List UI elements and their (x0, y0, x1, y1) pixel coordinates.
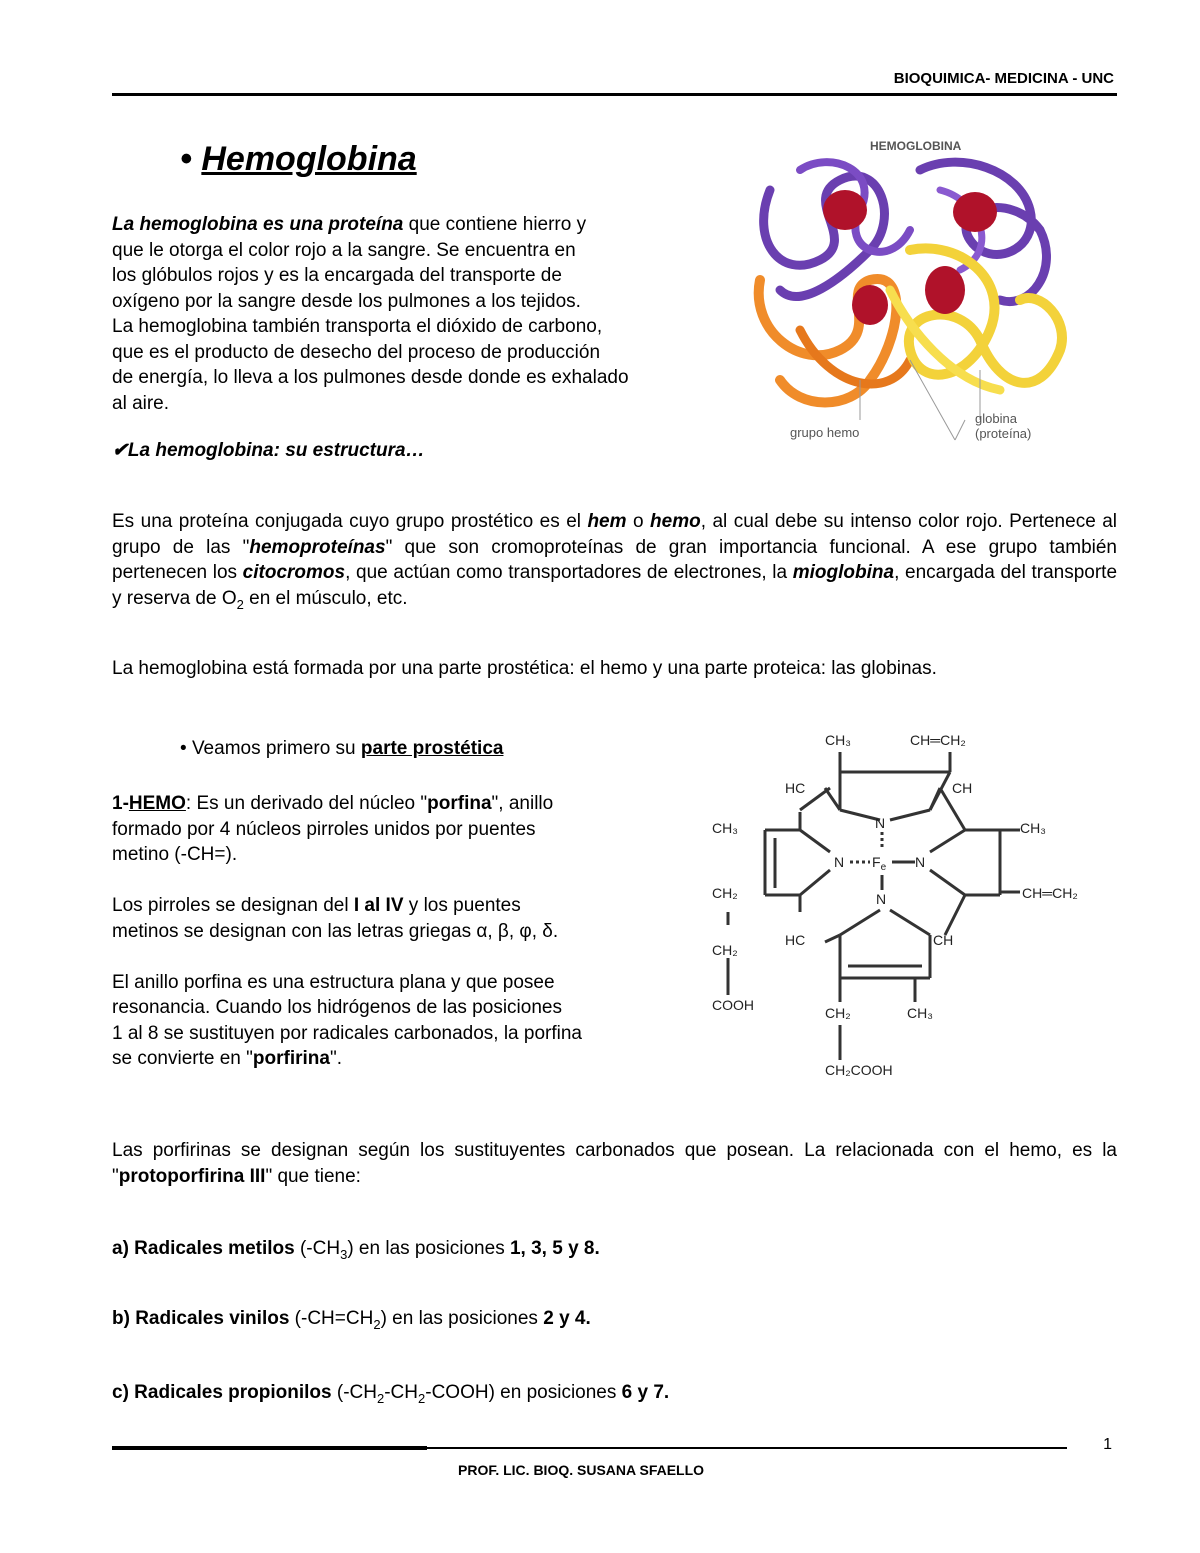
para2-hemo: hemo (650, 511, 701, 532)
pirroles-range: I al IV (353, 895, 404, 916)
para2-hem: hem (587, 511, 627, 532)
intro-line-2: que le otorga el color rojo a la sangre. Se encuentra en (112, 239, 576, 261)
pirroles-text-c: y los puentes (403, 895, 521, 916)
intro-line-5: La hemoglobina también transporta el dióxido de carbono, (112, 316, 603, 337)
list-c-s1: 2 (377, 1390, 385, 1406)
structure-bonds (728, 752, 1020, 1060)
hemo-line-2: formado por 4 núcleos pirroles unidos por puentes (112, 818, 536, 840)
intro-line-4: oxígeno por la sangre desde los pulmones a los tejidos. (112, 290, 581, 312)
pirroles-line-2: metinos se designan con las letras griegas α, β, φ, δ. (112, 920, 559, 942)
check-icon: ✔ (112, 440, 128, 461)
list-c-f1: (-CH (331, 1382, 377, 1403)
hemoprotein-paragraph (112, 509, 1117, 617)
hemo-line-3: metino (-CH=). (112, 844, 238, 865)
hemo-section (112, 791, 672, 1072)
list-a-sub: 3 (340, 1246, 348, 1262)
title-text: Hemoglobina (201, 140, 417, 178)
veamos-text: Veamos primero su (191, 738, 361, 759)
figure-caption-top: HEMOGLOBINA (870, 139, 962, 153)
list-c-positions: 6 y 7. (621, 1382, 670, 1403)
label-ch2-left-1: CH₂ (712, 885, 738, 901)
para2-text-f: en el músculo, etc. (243, 587, 408, 609)
label-cooh-left: COOH (712, 997, 754, 1013)
list-c-f2: -CH (384, 1382, 419, 1403)
para2-text-b: , al cual debe su intenso color rojo. Pertenece al grupo de las " (112, 511, 1118, 558)
label-ch3-left: CH₃ (712, 820, 738, 836)
porfina-line-1: El anillo porfina es una estructura plana y que posee (112, 971, 555, 993)
para2-o: o (626, 511, 651, 532)
label-n-top: N (875, 815, 886, 831)
label-proteina: (proteína) (975, 426, 1032, 441)
list-c-s2: 2 (418, 1390, 426, 1406)
label-ch3-bottom: CH₃ (907, 1005, 933, 1021)
intro-paragraph (112, 212, 712, 416)
list-b-text: ) en las posiciones (380, 1308, 544, 1329)
header-rule (112, 93, 1117, 96)
structure-subtitle (112, 438, 425, 464)
list-b-sub: 2 (373, 1316, 381, 1332)
hemo-porfina: porfina (427, 793, 492, 814)
label-vinyl-right: CH═CH₂ (1022, 885, 1078, 901)
list-a-positions: 1, 3, 5 y 8. (509, 1238, 600, 1259)
hemoglobin-figure (740, 130, 1080, 450)
label-ch2cooh-bottom: CH₂COOH (825, 1062, 893, 1078)
label-globina: globina (975, 411, 1017, 426)
label-grupo-hemo: grupo hemo (790, 425, 860, 440)
label-vinyl-top: CH═CH₂ (910, 732, 966, 748)
porfina-line-3: 1 al 8 se sustituyen por radicales carbonados, la porfina (112, 1022, 582, 1044)
list-a-formula: (-CH (294, 1238, 341, 1259)
label-hc-top: HC (785, 780, 806, 796)
porfina-line-4: se convierte en " (112, 1048, 253, 1069)
label-fe: $F_e$ (872, 854, 887, 873)
intro-line-1: que contiene hierro y (403, 214, 587, 235)
page-title (180, 140, 417, 179)
para2-text-a: Es una proteína conjugada cuyo grupo prostético es el (112, 511, 588, 532)
list-a-text: ) en las posiciones (347, 1238, 510, 1259)
page-number: 1 (1103, 1436, 1112, 1453)
list-c-label: c) Radicales propionilos (112, 1382, 332, 1403)
intro-line-3: los glóbulos rojos y es la encargada del transporte de (112, 265, 562, 286)
porfirinas-paragraph (112, 1138, 1117, 1189)
list-item-b (112, 1306, 591, 1337)
para2-text-d: , que actúan como transportadores de electrones, la (345, 562, 793, 583)
list-b-formula: (-CH=CH (289, 1308, 374, 1329)
intro-line-6: que es el producto de desecho del proceso de producción (112, 341, 601, 363)
label-ch3-top: CH₃ (825, 732, 851, 748)
footer-rule-thick (112, 1446, 427, 1450)
label-ch-top: CH (952, 780, 973, 796)
porfina-line-4-end: ". (329, 1048, 342, 1069)
intro-line-7: de energía, lo lleva a los pulmones desde donde es exhalado (112, 367, 629, 388)
subtitle-text: La hemoglobina: su estructura… (127, 440, 425, 461)
veamos-line (180, 736, 503, 762)
list-b-positions: 2 y 4. (543, 1308, 591, 1329)
hemo-text-2: ", anillo (491, 793, 554, 814)
list-item-c (112, 1380, 669, 1411)
hemo-number: 1- (112, 793, 129, 814)
para2-citocromos: citocromos (242, 562, 346, 583)
structure-labels (712, 732, 1078, 1078)
hemo-text-1: : Es un derivado del núcleo " (185, 793, 428, 814)
label-n-right: N (915, 854, 926, 870)
label-ch2-left-2: CH₂ (712, 942, 738, 958)
label-ch-bottom: CH (933, 932, 954, 948)
footer-author: PROF. LIC. BIOQ. SUSANA SFAELLO (458, 1462, 705, 1478)
heme-structure-diagram (700, 720, 1120, 1090)
pirroles-text-a: Los pirroles se designan del (112, 895, 354, 916)
intro-line-8: al aire. (112, 392, 170, 414)
para2-text-c: " que son cromoproteínas de gran importancia funcional. A ese grupo también pertenecen los (112, 536, 1117, 583)
para2-text-e: , encargada del transporte y reserva de O (112, 562, 1118, 609)
list-item-a (112, 1236, 600, 1267)
para2-mioglobina: mioglobina (792, 562, 895, 583)
para4-text-a: Las porfirinas se designan según los sustituyentes carbonados que posean. La relacionada con el hemo, es la " (112, 1140, 1117, 1187)
composition-paragraph: La hemoglobina está formada por una parte prostética: el hemo y una parte proteica: las globinas. (112, 658, 937, 679)
label-ch2-bottom: CH₂ (825, 1005, 851, 1021)
label-ch3-right: CH₃ (1020, 820, 1046, 836)
title-bullet: • (180, 140, 192, 178)
porfirina-term: porfirina (252, 1048, 330, 1069)
veamos-bullet: • (180, 738, 187, 759)
porfina-line-2: resonancia. Cuando los hidrógenos de las posiciones (112, 997, 562, 1018)
hemo-heading: HEMO (128, 793, 186, 814)
veamos-parte-prostetica: parte prostética (360, 738, 504, 759)
para2-o2-subscript: 2 (236, 596, 244, 612)
para2-hemoproteinas: hemoproteínas (249, 536, 386, 558)
globin-ribbons (759, 162, 1062, 402)
label-hc-bottom: HC (785, 932, 806, 948)
list-c-f3: -COOH) en posiciones (425, 1382, 622, 1403)
protoporfirina-term: protoporfirina III (118, 1165, 266, 1187)
label-n-bottom: N (876, 891, 887, 907)
para4-text-b: " que tiene: (265, 1165, 361, 1187)
list-b-label: b) Radicales vinilos (112, 1308, 290, 1329)
label-n-left: N (834, 854, 845, 870)
intro-lead: La hemoglobina es una proteína (112, 214, 404, 235)
header-course: BIOQUIMICA- MEDICINA - UNC (893, 70, 1114, 87)
list-a-label: a) Radicales metilos (112, 1238, 295, 1259)
